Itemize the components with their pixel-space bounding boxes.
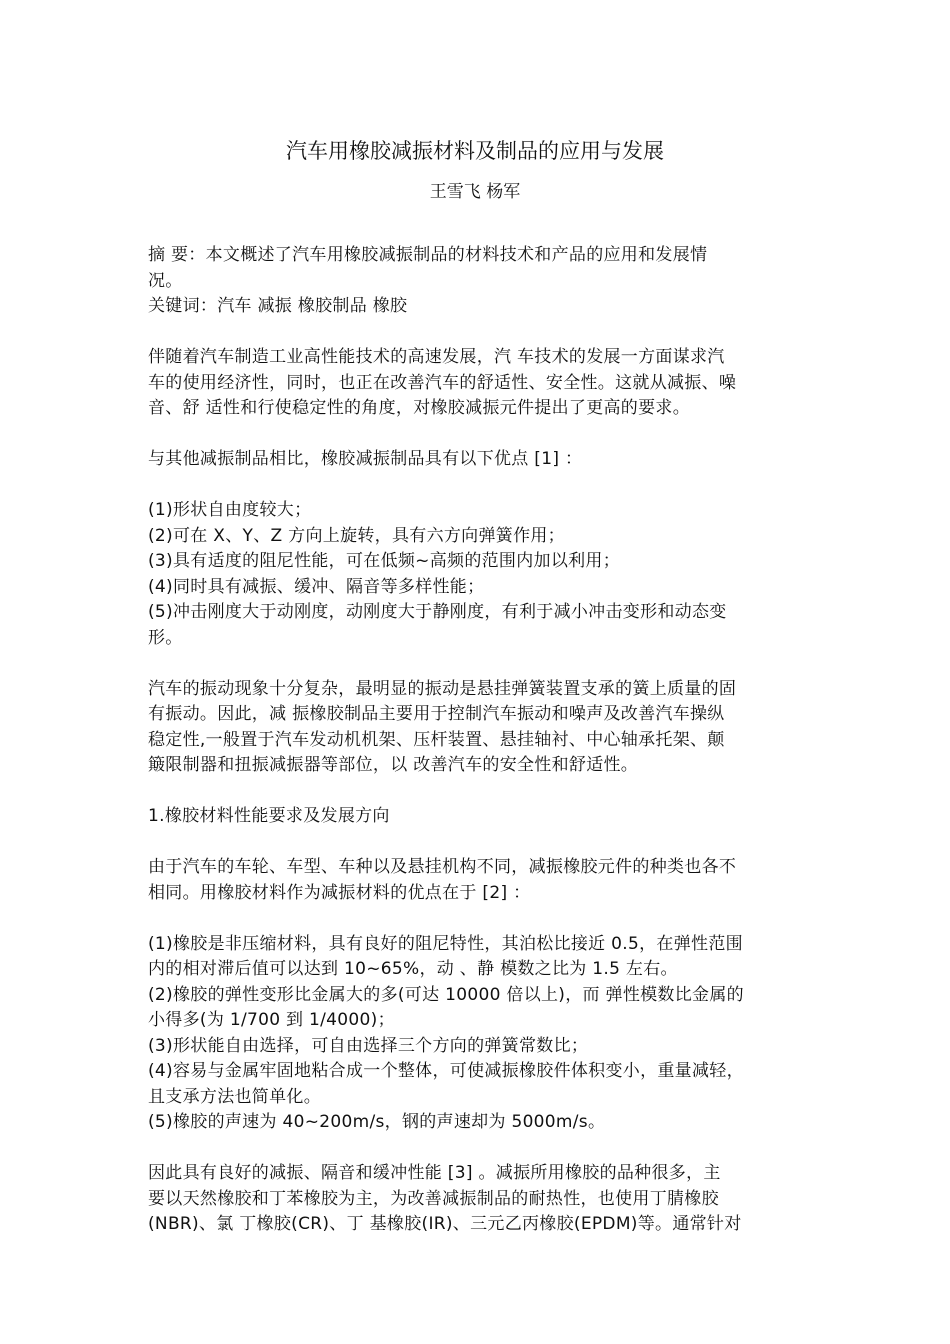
material-point: (2)橡胶的弹性变形比金属大的多(可达 10000 倍以上)，而 弹性模数比金属的 [148,984,744,1005]
section1-intro-line: 由于汽车的车轮、车型、车种以及悬挂机构不同，减振橡胶元件的种类也各不 [148,857,737,877]
advantage-item: (1)形状自由度较大； [148,500,312,520]
advantages-intro: 与其他减振制品相比，橡胶减振制品具有以下优点 [1] ： [148,449,583,469]
vibration-line: 簸限制器和扭振减振器等部位，以 改善汽车的安全性和舒适性。 [148,755,639,775]
material-point: (4)容易与金属牢固地粘合成一个整体，可使减振橡胶件体积变小，重量减轻， [148,1061,744,1081]
advantage-item: (2)可在 X、Y、Z 方向上旋转，具有六方向弹簧作用； [148,525,565,546]
material-point: 内的相对滞后值可以达到 10~65%，动 、静 模数之比为 1.5 左右。 [148,959,678,979]
intro-line: 车的使用经济性，同时，也正在改善汽车的舒适性、安全性。这就从减振、噪 [148,372,737,393]
advantage-item: (4)同时具有减振、缓冲、隔音等多样性能； [148,576,485,597]
intro-line: 音、舒 适性和行使稳定性的角度，对橡胶减振元件提出了更高的要求。 [148,398,691,418]
vibration-line: 有振动。因此，减 振橡胶制品主要用于控制汽车振动和噪声及改善汽车操纵 [148,704,725,724]
conclusion-line: (NBR)、氯 丁橡胶(CR)、丁 基橡胶(IR)、三元乙丙橡胶(EPDM)等。通常针对 [148,1214,742,1234]
material-point: 小得多(为 1/700 到 1/4000)； [148,1010,395,1030]
material-point: 且支承方法也简单化。 [148,1086,321,1107]
paper-title: 汽车用橡胶减振材料及制品的应用与发展 [286,139,664,163]
abstract-line: 况。 [148,270,183,291]
abstract-line: 摘 要：本文概述了汽车用橡胶减振制品的材料技术和产品的应用和发展情 [148,245,708,265]
keywords-line: 关键词：汽车 减振 橡胶制品 橡胶 [148,296,408,316]
conclusion-line: 要以天然橡胶和丁苯橡胶为主，为改善减振制品的耐热性，也使用丁腈橡胶 [148,1188,719,1209]
conclusion-line: 因此具有良好的减振、隔音和缓冲性能 [3] 。减振所用橡胶的品种很多，主 [148,1163,721,1183]
intro-line: 伴随着汽车制造工业高性能技术的高速发展，汽 车技术的发展一方面谋求汽 [148,347,725,367]
paper-authors: 王雪飞 杨军 [429,182,521,202]
advantage-item: 形。 [148,627,183,648]
section-heading: 1.橡胶材料性能要求及发展方向 [148,806,390,826]
paper-body [148,243,808,1238]
advantage-item: (5)冲击刚度大于动刚度，动刚度大于静刚度，有利于减小冲击变形和动态变 [148,602,727,622]
material-point: (5)橡胶的声速为 40~200m/s，钢的声速却为 5000m/s。 [148,1112,606,1132]
vibration-line: 汽车的振动现象十分复杂，最明显的振动是悬挂弹簧装置支承的簧上质量的固 [148,678,737,699]
section1-intro-line: 相同。用橡胶材料作为减振材料的优点在于 [2] ： [148,882,531,903]
material-point: (1)橡胶是非压缩材料，具有良好的阻尼特性，其泊松比接近 0.5，在弹性范围 [148,933,743,954]
material-point: (3)形状能自由选择，可自由选择三个方向的弹簧常数比； [148,1035,589,1056]
vibration-line: 稳定性,一般置于汽车发动机机架、压杆装置、悬挂轴衬、中心轴承托架、颠 [148,729,725,750]
advantage-item: (3)具有适度的阻尼性能，可在低频~高频的范围内加以利用； [148,551,621,571]
